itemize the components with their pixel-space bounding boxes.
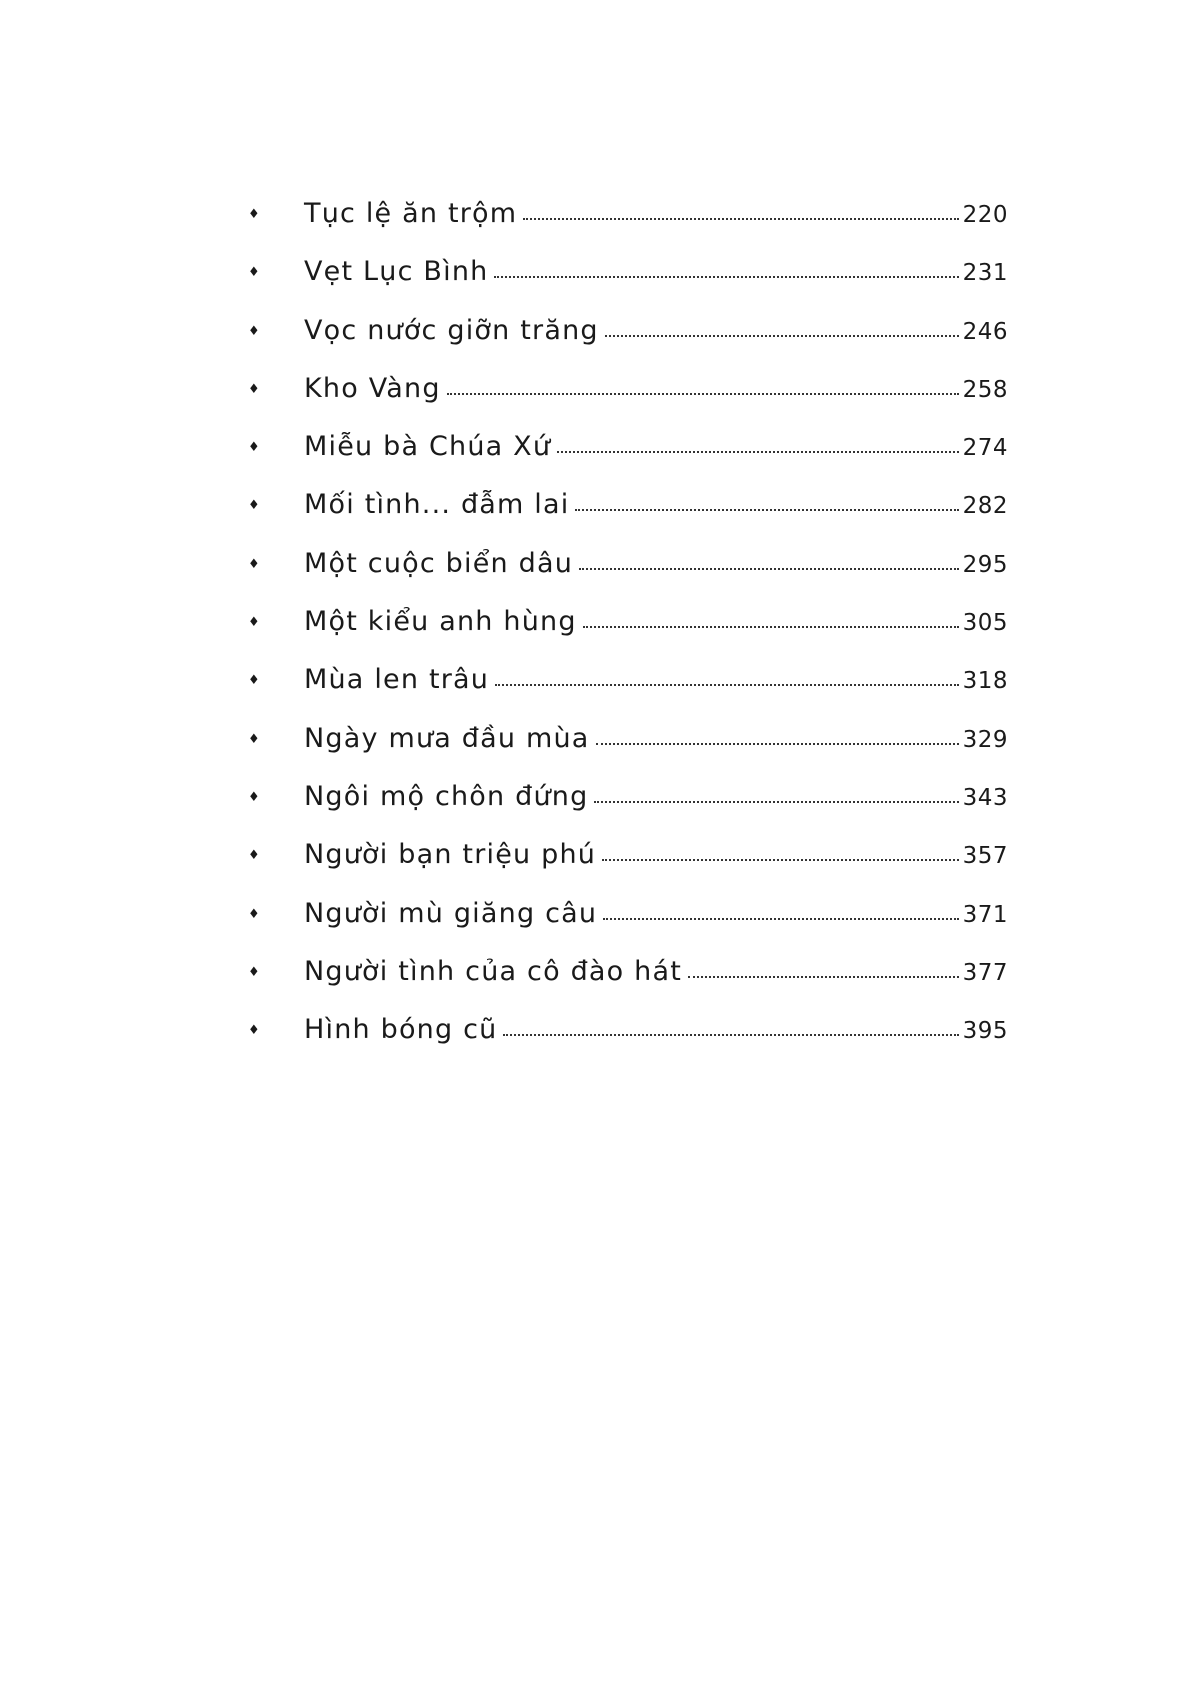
- dot-leader: [494, 276, 958, 278]
- dot-leader: [605, 335, 959, 337]
- bullet-icon: ♦: [248, 265, 261, 281]
- bullet-icon: ♦: [248, 556, 261, 572]
- bullet-icon: ♦: [248, 731, 261, 747]
- toc-entry: [248, 1012, 1008, 1070]
- bullet-icon: ♦: [248, 789, 261, 805]
- dot-leader: [594, 801, 958, 803]
- dot-leader: [503, 1034, 958, 1036]
- toc-entry-page: 274: [962, 435, 1008, 462]
- dot-leader: [602, 859, 959, 861]
- toc-entry-page: 371: [962, 901, 1008, 928]
- toc-entry-page: 357: [962, 843, 1008, 870]
- toc-entry: [248, 429, 1008, 487]
- toc-entry-title: Người mù giăng câu: [304, 897, 598, 929]
- bullet-icon: ♦: [248, 906, 261, 922]
- bullet-icon: ♦: [248, 1023, 261, 1039]
- toc-entry-title: Một kiểu anh hùng: [304, 606, 577, 638]
- toc-entry-page: 246: [962, 318, 1008, 345]
- toc-entry-title: Người tình của cô đào hát: [304, 955, 683, 987]
- bullet-icon: ♦: [248, 323, 261, 339]
- table-of-contents: [248, 196, 1008, 1070]
- toc-entry-page: 395: [962, 1018, 1008, 1045]
- toc-entry: [248, 604, 1008, 662]
- toc-entry-page: 220: [962, 202, 1008, 228]
- toc-entry-page: 377: [962, 959, 1008, 986]
- bullet-icon: ♦: [248, 615, 261, 631]
- toc-entry-page: 329: [962, 726, 1008, 753]
- toc-entry: [248, 371, 1008, 429]
- dot-leader: [447, 393, 959, 395]
- toc-entry: [248, 896, 1008, 954]
- toc-entry: [248, 721, 1008, 779]
- toc-entry: [248, 313, 1008, 371]
- toc-entry-title: Tục lệ ăn trộm: [304, 198, 518, 229]
- toc-entry-title: Người bạn triệu phú: [304, 839, 597, 871]
- toc-entry-title: Vẹt Lục Bình: [304, 256, 489, 288]
- toc-entry: [248, 954, 1008, 1012]
- toc-entry: [248, 487, 1008, 545]
- dot-leader: [575, 509, 958, 511]
- toc-entry-title: Ngày mưa đầu mùa: [304, 722, 590, 754]
- dot-leader: [495, 684, 959, 686]
- toc-entry: [248, 662, 1008, 720]
- toc-entry-page: 305: [962, 610, 1008, 637]
- bullet-icon: ♦: [248, 440, 261, 456]
- bullet-icon: ♦: [248, 964, 261, 980]
- toc-entry-title: Kho Vàng: [304, 372, 441, 404]
- toc-entry-page: 282: [962, 493, 1008, 520]
- toc-entry-title: Ngôi mộ chôn đứng: [304, 780, 589, 812]
- bullet-icon: ♦: [248, 207, 261, 222]
- toc-entry-title: Miễu bà Chúa Xứ: [304, 431, 552, 463]
- toc-entry-title: Mùa len trâu: [304, 664, 490, 696]
- toc-entry-page: 231: [962, 260, 1008, 287]
- toc-entry: [248, 196, 1008, 254]
- toc-entry: [248, 779, 1008, 837]
- bullet-icon: ♦: [248, 381, 261, 397]
- toc-entry-page: 295: [962, 551, 1008, 578]
- bullet-icon: ♦: [248, 848, 261, 864]
- dot-leader: [557, 451, 958, 453]
- bullet-icon: ♦: [248, 498, 261, 514]
- dot-leader: [596, 743, 959, 745]
- dot-leader: [579, 568, 959, 570]
- toc-entry-page: 343: [962, 784, 1008, 811]
- bullet-icon: ♦: [248, 673, 261, 689]
- toc-entry-page: 318: [962, 668, 1008, 695]
- toc-entry: [248, 254, 1008, 312]
- toc-entry: [248, 837, 1008, 895]
- dot-leader: [603, 918, 958, 920]
- toc-entry-title: Một cuộc biển dâu: [304, 547, 574, 579]
- toc-entry-title: Mối tình... đẫm lai: [304, 489, 570, 521]
- dot-leader: [523, 218, 958, 220]
- toc-entry-title: Hình bóng cũ: [304, 1014, 498, 1046]
- toc-entry: [248, 546, 1008, 604]
- toc-entry-title: Vọc nước giỡn trăng: [304, 314, 599, 346]
- dot-leader: [688, 976, 959, 978]
- toc-entry-page: 258: [962, 376, 1008, 403]
- dot-leader: [583, 626, 959, 628]
